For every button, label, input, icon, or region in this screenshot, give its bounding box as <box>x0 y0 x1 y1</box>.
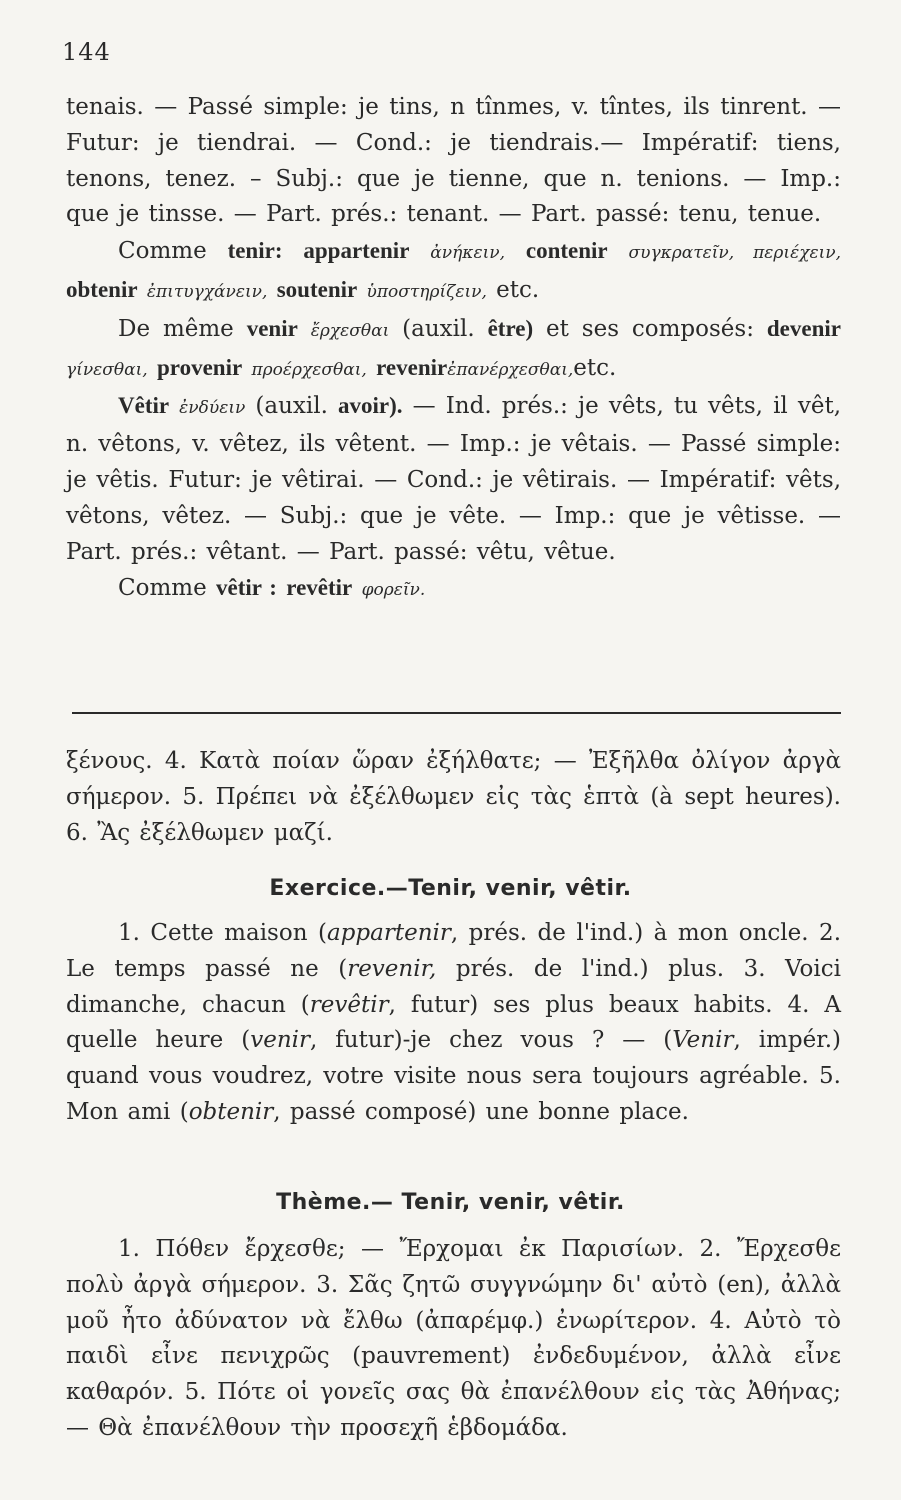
exercice-heading: Exercice.—Tenir, venir, vêtir. <box>269 876 632 901</box>
vetir-paragraph: Vêtir ἐνδύειν (auxil. avoir). — Ind. prés.: je vêts, tu vêts, il vêt, n. vêtons, v. vêtez, ils vêtent. — Imp.: je vêtais. — Passé simple: je vêtis. Futur: je vêtirai. — Cond.: je vêtirais. — Impératif: vêts, vêtons, vêtez. — Subj.: que je vête. — Imp.: que je vêtisse. — Part. prés.: vêtant. — Part. passé: vêtu, vêtue. <box>66 393 842 565</box>
tenir-section <box>66 90 841 609</box>
venir-paragraph: De même venir ἔρχεσθαι (auxil. être) et ses composés: devenir γίνεσθαι, provenir προέρχεσθαι, revenirἐπανέρχεσθαι,etc. <box>66 315 841 381</box>
vetir-comme: Comme vêtir : revêtir φορεῖν. <box>118 575 426 602</box>
tenir-conjugation: tenais. — Passé simple: je tins, n tînmes, v. tîntes, ils tinrent. — Futur: je tiendrai. — Cond.: je tiendrais.— Impératif: tiens, tenons, tenez. – Subj.: que je tienne, que n. tenions. — Imp.: que je tinsse. — Part. prés.: tenant. — Part. passé: tenu, tenue. <box>66 94 841 228</box>
section-divider <box>72 712 841 714</box>
tenir-comme: Comme tenir: appartenir ἀνήκειν, contenir συγκρατεῖν, περιέχειν, obtenir ἐπιτυγχάνειν, soutenir ὑποστηρίζειν, etc. <box>66 238 842 303</box>
page-number: 144 <box>62 38 111 66</box>
theme-heading: Thème.— Tenir, venir, vêtir. <box>276 1190 625 1215</box>
exercice-text: 1. Cette maison (appartenir, prés. de l'ind.) à mon oncle. 2. Le temps passé ne (revenir, prés. de l'ind.) plus. 3. Voici dimanche, chacun (revêtir, futur) ses plus beaux habits. 4. A quelle heure (venir, futur)-je chez vous ? — (Venir, impér.) quand vous voudrez, votre visite nous sera toujours agréable. 5. Mon ami (obtenir, passé composé) une bonne place. <box>66 920 842 1125</box>
theme-text: 1. Πόθεν ἔρχεσθε; — Ἔρχομαι ἐκ Παρισίων. 2. Ἔρχεσθε πολὺ ἀργὰ σήμερον. 3. Σᾶς ζητῶ συγγνώμην δι' αὐτὸ (en), ἀλλὰ μοῦ ἦτο ἀδύνατον νὰ ἔλθω (ἀπαρέμφ.) ἐνωρίτερον. 4. Αὐτὸ τὸ παιδὶ εἶνε πενιχρῶς (pauvrement) ἐνδεδυμένον, ἀλλὰ εἶνε καθαρόν. 5. Πότε οἱ γονεῖς σας θὰ ἐπανέλθουν εἰς τὰς Ἀθήνας; — Θὰ ἐπανέλθουν τὴν προσεχῆ ἑβδομάδα. <box>66 1236 841 1441</box>
greek-continuation: ξένους. 4. Κατὰ ποίαν ὥραν ἐξήλθατε; — Ἐξῆλθα ὀλίγον ἀργὰ σήμερον. 5. Πρέπει νὰ ἐξέλθωμεν εἰς τὰς ἑπτὰ (à sept heures). 6. Ἂς ἐξέλθωμεν μαζί. <box>66 748 841 846</box>
